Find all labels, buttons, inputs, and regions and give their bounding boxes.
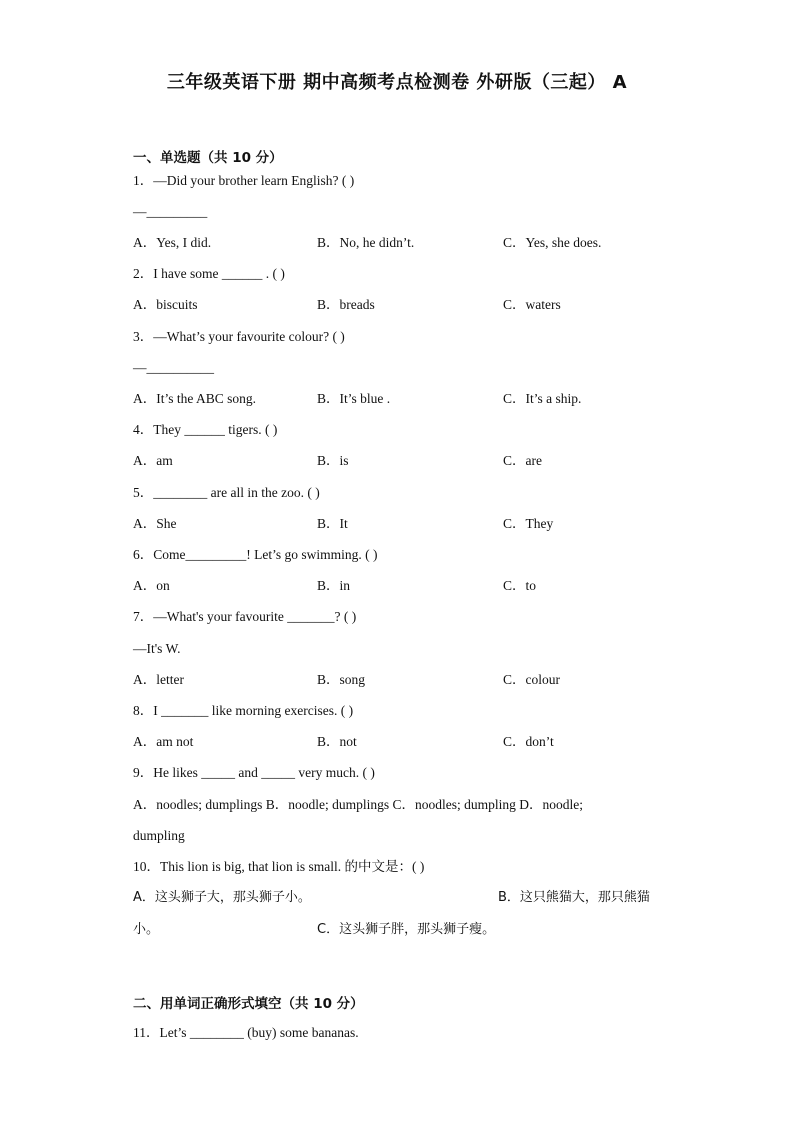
option-a: A．am <box>133 453 173 468</box>
question-6-stem: 6．Come_________! Let’s go swimming. ( ) <box>133 547 378 562</box>
question-7-answer-line: —It's W. <box>133 641 181 656</box>
question-5-stem: 5．________ are all in the zoo. ( ) <box>133 485 320 500</box>
question-9-options-line-2: dumpling <box>133 828 185 843</box>
section-heading-multiple-choice: 一、单选题（共 10 分） <box>133 150 283 166</box>
option-b: B．breads <box>317 297 375 312</box>
question-10-options-line-2 <box>133 921 673 939</box>
option-a: A．Yes, I did. <box>133 235 212 250</box>
option-b: B．It <box>317 516 348 531</box>
question-3-stem: 3．—What’s your favourite colour? ( ) <box>133 329 345 344</box>
question-10-options-line-1 <box>133 889 673 907</box>
option-b: B．song <box>317 672 366 687</box>
section-heading-fill-in: 二、用单词正确形式填空（共 10 分） <box>133 996 364 1012</box>
question-2-stem: 2．I have some ______ . ( ) <box>133 266 285 281</box>
question-1-stem: 1．—Did your brother learn English? ( ) <box>133 173 355 188</box>
option-c: C．don’t <box>503 734 554 749</box>
question-7-options <box>133 671 673 689</box>
option-c: C．It’s a ship. <box>503 391 582 406</box>
question-11-stem: 11．Let’s ________ (buy) some bananas. <box>133 1025 359 1040</box>
option-c: C．这头狮子胖，那头狮子瘦。 <box>317 922 496 937</box>
question-8-options <box>133 733 673 751</box>
question-9-stem: 9．He likes _____ and _____ very much. ( ) <box>133 765 375 780</box>
question-10-stem: 10．This lion is big, that lion is small. 的中文是：( ) <box>133 859 425 874</box>
question-8-stem: 8．I _______ like morning exercises. ( ) <box>133 703 354 718</box>
question-4-stem: 4．They ______ tigers. ( ) <box>133 422 278 437</box>
question-6-options <box>133 577 673 595</box>
option-b: B．is <box>317 453 349 468</box>
page-title: 三年级英语下册 期中高频考点检测卷 外研版（三起） A <box>166 72 628 93</box>
option-a: A．letter <box>133 672 184 687</box>
option-a: A．biscuits <box>133 297 198 312</box>
option-c: C．are <box>503 453 542 468</box>
option-a: A．on <box>133 578 170 593</box>
option-a: A．am not <box>133 734 194 749</box>
question-1-answer-line: —_________ <box>133 204 208 219</box>
question-4-options <box>133 452 673 470</box>
option-b: B．in <box>317 578 351 593</box>
option-b-continued: 小。 <box>133 922 160 937</box>
question-9-options-line-1: A．noodles; dumplings B．noodle; dumplings C．noodles; dumpling D．noodle; <box>133 797 584 812</box>
option-a: A．It’s the ABC song. <box>133 391 257 406</box>
option-c: C．to <box>503 578 537 593</box>
option-b: B．not <box>317 734 357 749</box>
option-c: C．Yes, she does. <box>503 235 602 250</box>
question-3-answer-line: —__________ <box>133 360 214 375</box>
option-c: C．colour <box>503 672 560 687</box>
question-7-stem: 7．—What's your favourite _______? ( ) <box>133 609 357 624</box>
option-b: B．It’s blue . <box>317 391 391 406</box>
question-3-options <box>133 390 673 408</box>
option-b: B．这只熊猫大，那只熊猫 <box>498 890 650 905</box>
option-b: B．No, he didn’t. <box>317 235 415 250</box>
question-2-options <box>133 296 673 314</box>
option-c: C．They <box>503 516 554 531</box>
question-1-options <box>133 234 673 252</box>
option-a: A．这头狮子大，那头狮子小。 <box>133 890 311 905</box>
option-a: A．She <box>133 516 177 531</box>
option-c: C．waters <box>503 297 561 312</box>
question-5-options <box>133 515 673 533</box>
